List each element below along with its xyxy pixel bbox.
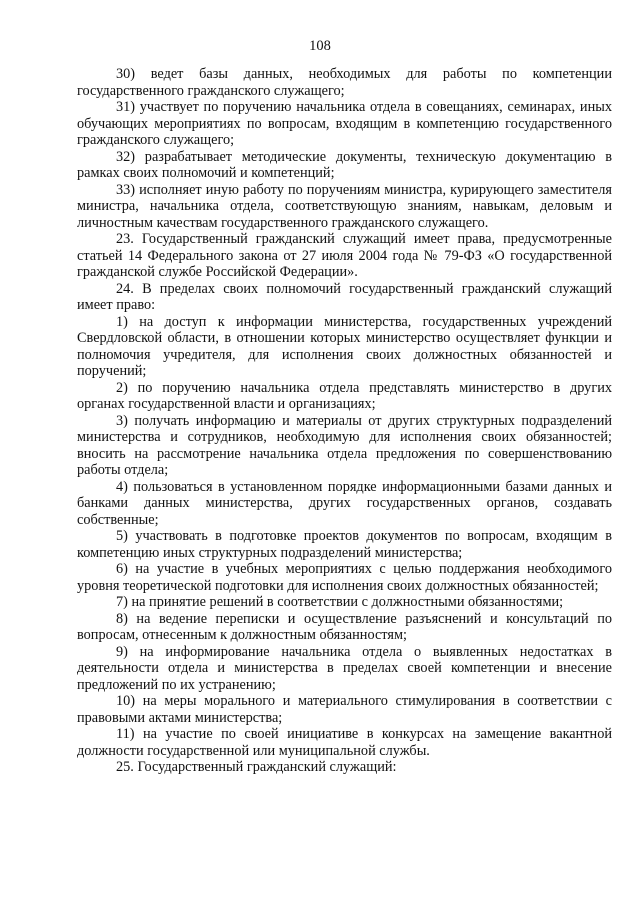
section-23: 23. Государственный гражданский служащий имеет права, предусмотренные статьей 14 Федерального закона от 27 июля 2004 года № 79-ФЗ «О государственной гражданской службе Российской Федерации». [77,231,612,280]
paragraph-32: 32) разрабатывает методические документы, техническую документацию в рамках своих полномочий и компетенций; [77,148,612,181]
right-item-9: 9) на информирование начальника отдела о выявленных недостатках в деятельности отдела и министерства в пределах своей компетенции и внесение предложений по их устранению; [77,643,612,693]
right-item-1: 1) на доступ к информации министерства, государственных учреждений Свердловской области, в отношении которых министерство осуществляет функции и полномочия учредителя, для исполнения своих должностных обязанностей и поручений; [77,313,612,379]
right-item-3: 3) получать информацию и материалы от других структурных подразделений министерства и сотрудников, необходимую для исполнения своих обязанностей; вносить на рассмотрение начальника отдела предложения по совершенствованию работы отдела; [77,412,612,478]
right-item-4: 4) пользоваться в установленном порядке информационными базами данных и банками данных министерства, других государственных органов, создавать собственные; [77,478,612,528]
section-25: 25. Государственный гражданский служащий: [116,759,397,775]
right-item-8: 8) на ведение переписки и осуществление разъяснений и консультаций по вопросам, отнесенным к должностным обязанностям; [77,610,612,643]
right-item-10: 10) на меры морального и материального стимулирования в соответствии с правовыми актами министерства; [77,693,612,726]
right-item-6: 6) на участие в учебных мероприятиях с целью поддержания необходимого уровня теоретической подготовки для исполнения своих должностных обязанностей; [77,561,612,594]
right-item-11: 11) на участие по своей инициативе в конкурсах на замещение вакантной должности государственной или муниципальной службы. [77,726,612,759]
paragraph-33: 33) исполняет иную работу по поручениям министра, курирующего заместителя министра, начальника отдела, соответствующую знаниям, навыкам, деловым и личностным качествам государственного гражданского служащего. [77,181,612,231]
section-24: 24. В пределах своих полномочий государственный гражданский служащий имеет право: [77,280,612,313]
right-item-2: 2) по поручению начальника отдела представлять министерство в других органах государственной власти и организациях; [77,379,612,412]
paragraph-30: 30) ведет базы данных, необходимых для работы по компетенции государственного гражданского служащего; [77,66,612,99]
paragraph-31: 31) участвует по поручению начальника отдела в совещаниях, семинарах, иных обучающих мероприятиях по вопросам, входящим в компетенцию государственного гражданского служащего; [77,99,612,148]
document-body [77,66,612,776]
right-item-7: 7) на принятие решений в соответствии с должностными обязанностями; [116,594,564,610]
right-item-5: 5) участвовать в подготовке проектов документов по вопросам, входящим в компетенцию иных структурных подразделений министерства; [77,528,612,561]
page-number: 108 [309,38,331,54]
